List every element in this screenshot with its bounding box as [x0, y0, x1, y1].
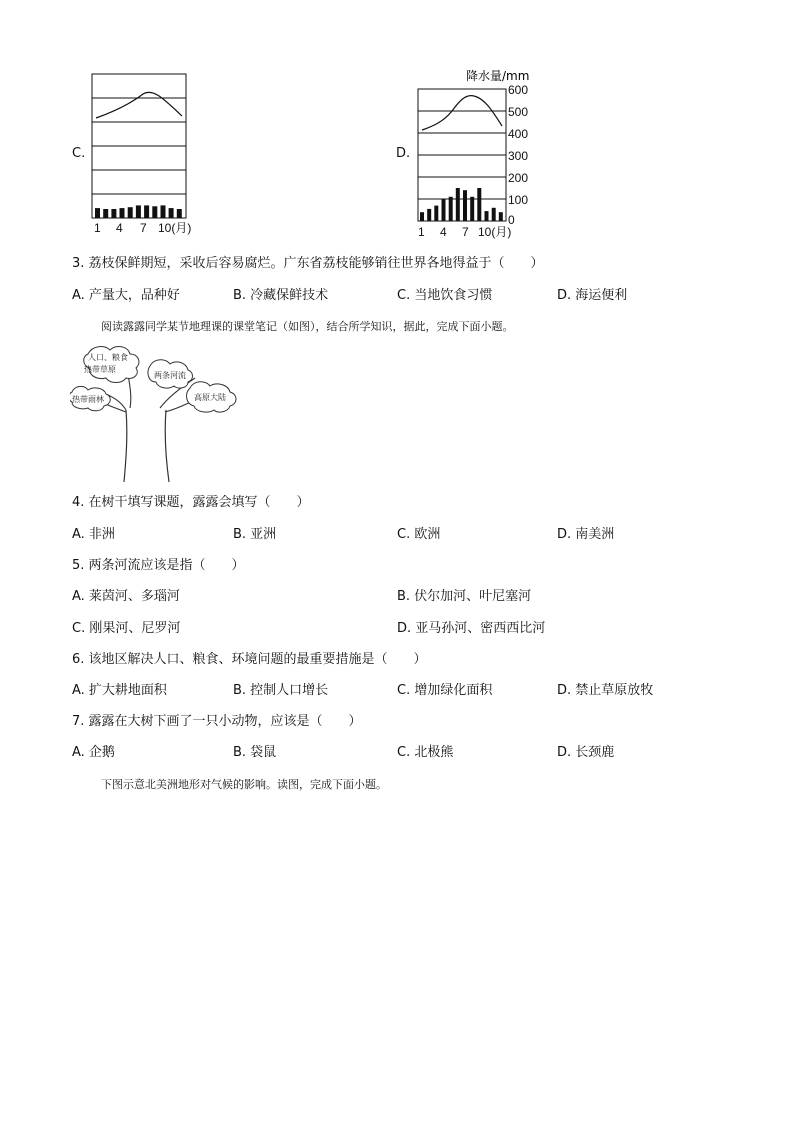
question-4-option-c[interactable]: C. 欧洲: [397, 527, 441, 542]
cloud-text-1: 人口、粮食: [88, 353, 128, 362]
question-5-option-a[interactable]: A. 莱茵河、多瑙河: [72, 589, 180, 604]
question-6-stem: 6. 该地区解决人口、粮食、环境问题的最重要措施是（ ）: [72, 652, 427, 667]
chart-d-precip-bars: [420, 188, 503, 221]
chart-c-xtick: 4: [116, 221, 123, 235]
chart-d-ytick: 500: [508, 105, 529, 119]
chart-c-precip-bar: [161, 205, 166, 218]
question-3-option-c[interactable]: C. 当地饮食习惯: [397, 288, 493, 303]
chart-c-precip-bar: [177, 209, 182, 218]
chart-d-precip-bar: [492, 208, 496, 221]
chart-c-xtick: 7: [140, 221, 147, 235]
chart-d-precip-bar: [434, 206, 438, 221]
question-4-option-d[interactable]: D. 南美洲: [557, 527, 615, 542]
question-7-option-d[interactable]: D. 长颈鹿: [557, 745, 615, 760]
chart-d-ytick: 200: [508, 171, 529, 185]
tree-trunk: [124, 410, 169, 482]
chart-c-precip-bars: [95, 205, 182, 218]
chart-c: [88, 70, 198, 238]
chart-c-xtick: 1: [94, 221, 101, 235]
chart-d-xtick: 4: [440, 225, 447, 239]
chart-c-temp-curve: [96, 92, 182, 118]
question-6-option-c[interactable]: C. 增加绿化面积: [397, 683, 493, 698]
question-6-option-a[interactable]: A. 扩大耕地面积: [72, 683, 167, 698]
cloud-text-5: 热带雨林: [72, 395, 104, 404]
question-6-option-b[interactable]: B. 控制人口增长: [233, 683, 329, 698]
chart-d-precip-bar: [463, 190, 467, 221]
cloud-text-2: 热带草原: [84, 365, 116, 374]
cloud-text-4: 高原大陆: [194, 393, 226, 402]
question-4-option-a[interactable]: A. 非洲: [72, 527, 115, 542]
question-6-option-d[interactable]: D. 禁止草原放牧: [557, 683, 654, 698]
chart-d-precip-bar: [456, 188, 460, 221]
chart-c-precip-bar: [128, 207, 133, 218]
chart-d-precip-bar: [470, 197, 474, 221]
question-5-stem: 5. 两条河流应该是指（ ）: [72, 558, 245, 573]
chart-d-precip-bar: [427, 209, 431, 221]
chart-d-xtick: 10(月): [478, 225, 512, 239]
chart-c-label: C.: [72, 146, 86, 161]
cloud-text-3: 两条河流: [154, 371, 186, 380]
chart-d-temp-curve: [422, 96, 502, 130]
chart-d-ytick: 400: [508, 127, 529, 141]
question-3-option-a[interactable]: A. 产量大，品种好: [72, 288, 180, 303]
chart-d-ytick: 300: [508, 149, 529, 163]
chart-d-precip-bar: [420, 212, 424, 221]
chart-c-precip-bar: [152, 206, 157, 218]
reading-intro-1: 阅读露露同学某节地理课的课堂笔记（如图），结合所学知识，据此，完成下面小题。: [101, 320, 514, 333]
chart-d: [412, 66, 552, 242]
chart-d-xtick: 1: [418, 225, 425, 239]
question-3-option-d[interactable]: D. 海运便利: [557, 288, 628, 303]
chart-c-precip-bar: [120, 208, 125, 218]
tree-notes-figure: [70, 340, 260, 485]
question-7-option-a[interactable]: A. 企鹅: [72, 745, 115, 760]
question-7-stem: 7. 露露在大树下画了一只小动物，应该是（ ）: [72, 714, 362, 729]
question-7-option-b[interactable]: B. 袋鼠: [233, 745, 277, 760]
chart-d-precip-bar: [449, 197, 453, 221]
chart-d-precip-bar: [485, 211, 489, 221]
chart-d-precip-bar: [499, 212, 503, 221]
question-3-stem: 3. 荔枝保鲜期短，采收后容易腐烂。广东省荔枝能够销往世界各地得益于（ ）: [72, 256, 544, 271]
chart-c-precip-bar: [95, 208, 100, 218]
chart-c-precip-bar: [103, 209, 108, 218]
chart-d-ytitle: 降水量/mm: [466, 69, 530, 83]
chart-d-ytick: 100: [508, 193, 529, 207]
chart-d-ytick: 600: [508, 83, 529, 97]
question-5-option-d[interactable]: D. 亚马孙河、密西西比河: [397, 621, 546, 636]
chart-c-precip-bar: [169, 208, 174, 218]
question-5-option-c[interactable]: C. 刚果河、尼罗河: [72, 621, 181, 636]
chart-d-precip-bar: [477, 188, 481, 221]
question-4-stem: 4. 在树干填写课题，露露会填写（ ）: [72, 495, 310, 510]
reading-intro-2: 下图示意北美洲地形对气候的影响。读图，完成下面小题。: [101, 778, 387, 791]
chart-d-precip-bar: [442, 199, 446, 221]
question-5-option-b[interactable]: B. 伏尔加河、叶尼塞河: [397, 589, 532, 604]
chart-d-label: D.: [396, 146, 411, 161]
chart-c-precip-bar: [111, 209, 116, 218]
question-7-option-c[interactable]: C. 北极熊: [397, 745, 454, 760]
chart-c-precip-bar: [136, 205, 141, 218]
chart-c-xtick: 10(月): [158, 221, 192, 235]
chart-d-xtick: 7: [462, 225, 469, 239]
question-3-option-b[interactable]: B. 冷藏保鲜技术: [233, 288, 329, 303]
chart-c-precip-bar: [144, 205, 149, 218]
chart-d-gridlines: [418, 111, 506, 199]
question-4-option-b[interactable]: B. 亚洲: [233, 527, 277, 542]
chart-d-ytick: 0: [508, 213, 515, 227]
chart-c-gridlines: [92, 98, 186, 194]
